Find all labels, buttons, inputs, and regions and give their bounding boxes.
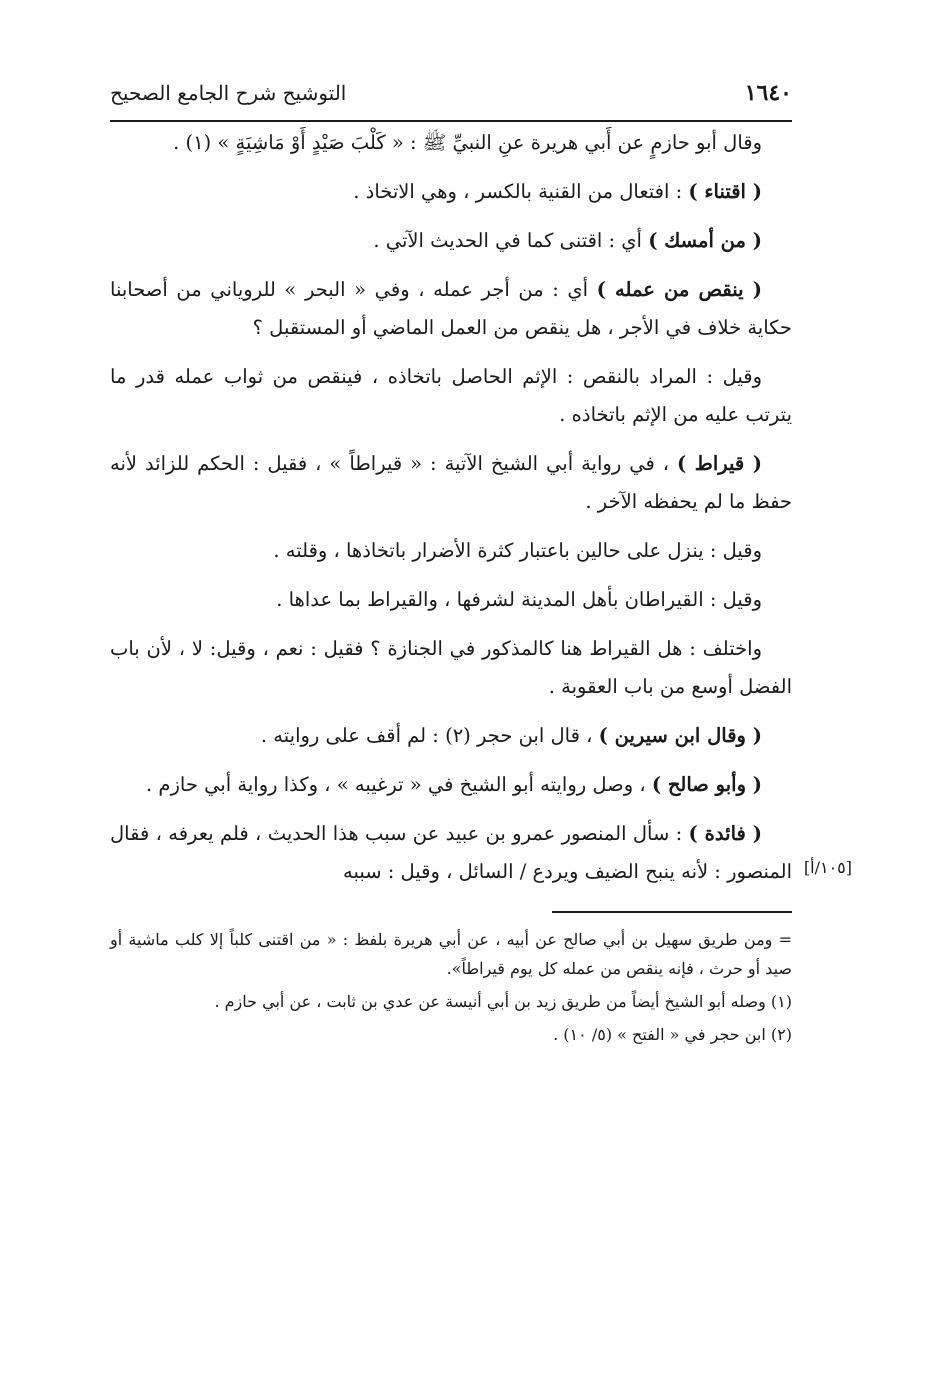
- paragraph-text: أي : اقتنى كما في الحديث الآتي .: [373, 229, 649, 252]
- paragraph-text: وقيل : ينزل على حالين باعتبار كثرة الأضرار باتخاذها ، وقلته .: [273, 539, 762, 562]
- footnote: (٢) ابن حجر في « الفتح » (٥/ ١٠) .: [553, 1025, 792, 1044]
- paragraph: [110, 358, 792, 434]
- book-page: [110, 80, 852, 1053]
- footnote: = ومن طريق سهيل بن أبي صالح عن أبيه ، عن أبي هريرة بلفظ : « من اقتنى كلباً إلا كلب ماشية أو صيد أو حرث ، فإنه ينقص من عمله كل يوم قيراطاً».: [110, 930, 792, 978]
- paragraph: [110, 173, 792, 211]
- term: ( اقتناء ): [688, 180, 762, 203]
- paragraph: [110, 630, 792, 706]
- page-number: ١٦٤٠: [744, 80, 792, 106]
- paragraph: [110, 532, 792, 570]
- paragraph-text: وقيل : القيراطان بأهل المدينة لشرفها ، والقيراط بما عداها .: [276, 588, 762, 611]
- paragraph-text: ، وصل روايته أبو الشيخ في « ترغيبه » ، وكذا رواية أبي حازم .: [146, 773, 652, 796]
- paragraph: [110, 766, 792, 804]
- term: ( قيراط ): [677, 452, 762, 475]
- paragraph: [110, 815, 852, 891]
- paragraph: [110, 124, 792, 162]
- term: ( وقال ابن سيرين ): [598, 724, 762, 747]
- paragraph-text: ، قال ابن حجر (٢) : لم أقف على روايته .: [260, 724, 599, 747]
- paragraph-text: : افتعال من القنية بالكسر ، وهي الاتخاذ .: [353, 180, 689, 203]
- paragraph-text: وقيل : المراد بالنقص : الإثم الحاصل باتخاذه ، فينقص من ثواب عمله قدر ما يترتب عليه من الإثم باتخاذه .: [110, 365, 792, 426]
- paragraph-text: ، في رواية أبي الشيخ الآتية : « قيراطاً » ، فقيل : الحكم للزائد لأنه حفظ ما لم يحفظه الآخر .: [110, 452, 792, 513]
- paragraph-text: : سأل المنصور عمرو بن عبيد عن سبب هذا الحديث ، فلم يعرفه ، فقال المنصور : لأنه ينبح الضيف ويردع / السائل ، وقيل : سببه: [110, 822, 792, 883]
- folio-margin-note: [١٠٥/أ]: [803, 858, 852, 877]
- running-title: التوشيح شرح الجامع الصحيح: [110, 81, 347, 105]
- term: ( من أمسك ): [648, 229, 762, 252]
- paragraph-text: وقال أبو حازمٍ عن أَبي هريرة عنِ النبيِّ ﷺ : « كَلْبَ صَيْدٍ أَوْ مَاشِيَةٍ » (١) .: [173, 131, 762, 154]
- paragraph: [110, 271, 792, 347]
- footnote-rule: [552, 911, 792, 913]
- footnotes: [110, 925, 792, 1049]
- paragraph: [110, 222, 792, 260]
- paragraph-text: أي : من أجر عمله ، وفي « البحر » للروياني من أصحابنا حكاية خلاف في الأجر ، هل ينقص من العمل الماضي أو المستقبل ؟: [110, 278, 792, 339]
- term: ( وأبو صالح ): [651, 773, 762, 796]
- term: ( ينقص من عمله ): [596, 278, 762, 301]
- paragraph-text: واختلف : هل القيراط هنا كالمذكور في الجنازة ؟ فقيل : نعم ، وقيل: لا ، لأن باب الفضل أوسع من باب العقوبة .: [110, 637, 792, 698]
- paragraph: [110, 717, 792, 755]
- footnote: (١) وصله أبو الشيخ أيضاً من طريق زيد بن أبي أنيسة عن عدي بن ثابت ، عن أبي حازم .: [214, 992, 792, 1011]
- body-text: [110, 124, 852, 891]
- paragraph: [110, 581, 792, 619]
- page-header: [110, 80, 792, 120]
- header-rule: [110, 120, 792, 122]
- paragraph: [110, 445, 792, 521]
- term: ( فائدة ): [688, 822, 762, 845]
